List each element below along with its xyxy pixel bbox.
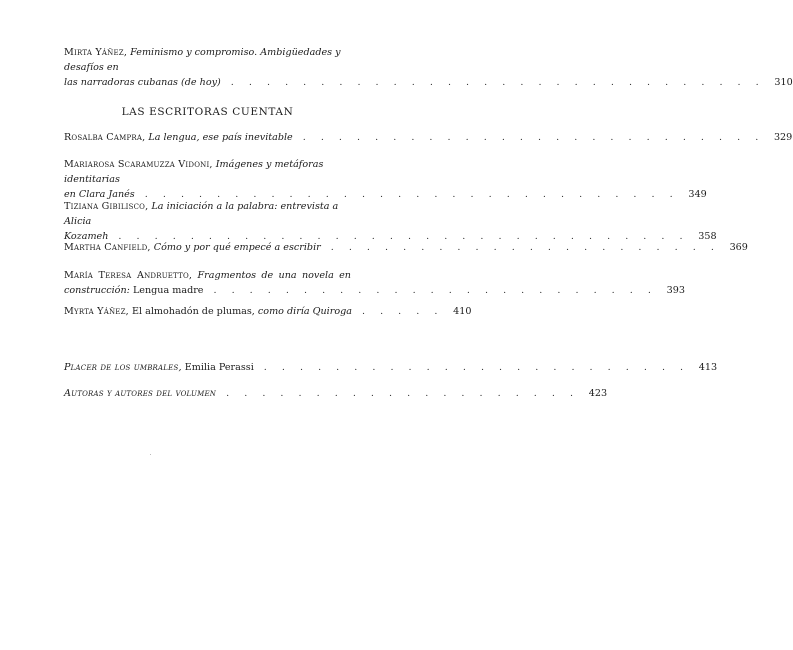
entry-author: Myrta Yáñez, (64, 306, 129, 317)
toc-entry-placer-de-los-umbrales (64, 360, 718, 375)
page-number: 410 (453, 306, 472, 317)
entry-title: Autoras y autores del volumen (64, 388, 217, 399)
entry-title: La iniciación a la palabra: entrevista a Alicia (64, 201, 339, 227)
entry-title-continued: las narradoras cubanas (de hoy) (64, 77, 221, 88)
dot-leader: . . . . . (361, 306, 444, 317)
entry-author: Martha Canfield, (64, 242, 151, 253)
dot-leader: . . . . . . . . . . . . . . . . . . . . . . . . . . . . . . (230, 77, 765, 88)
section-heading: LAS ESCRITORAS CUENTAN (121, 106, 294, 118)
page-number: 358 (698, 231, 717, 242)
entry-title-continued: Kozameh (64, 231, 109, 242)
dot-leader: . . . . . . . . . . . . . . . . . . . . . . . . . . (302, 132, 765, 143)
entry-author: Mariarosa Scaramuzza Vidoni, (64, 159, 213, 170)
entry-author: Rosalba Campra, (64, 132, 146, 143)
entry-title: La lengua, ese país inevitable (148, 132, 293, 143)
entry-title: Imágenes y metáforas identitarias (64, 159, 324, 185)
entry-title-plain: El almohadón de plumas, (131, 306, 255, 317)
entry-title: Placer de los umbrales, (64, 362, 182, 373)
entry-title-continued: construcción: (64, 285, 130, 296)
page-number: 310 (774, 77, 793, 88)
paper-speck (150, 454, 151, 455)
toc-entry-scaramuzza-vidoni (64, 157, 707, 202)
page-number: 329 (773, 132, 793, 143)
entry-title: Fragmentos de una novela en (197, 270, 351, 281)
dot-leader: . . . . . . . . . . . . . . . . . . . . . . . . . (213, 285, 657, 296)
toc-entry-yanez-feminismo (64, 45, 793, 90)
dot-leader: . . . . . . . . . . . . . . . . . . . . . . . . . . . . . . . . (118, 231, 689, 242)
entry-title: como diría Quiroga (257, 306, 352, 317)
toc-entry-canfield (64, 240, 748, 255)
toc-entry-andruetto (64, 268, 685, 298)
page-number: 349 (688, 189, 707, 200)
toc-entry-campra (64, 130, 793, 145)
entry-author: Emilia Perassi (184, 362, 254, 373)
dot-leader: . . . . . . . . . . . . . . . . . . . . (226, 388, 580, 399)
dot-leader: . . . . . . . . . . . . . . . . . . . . . . . . . . . . . . (144, 189, 679, 200)
entry-subtitle: Lengua madre (132, 285, 204, 296)
dot-leader: . . . . . . . . . . . . . . . . . . . . . . . . (263, 362, 690, 373)
page-number: 423 (588, 388, 608, 399)
entry-author: Tiziana Gibilisco, (64, 201, 149, 212)
dot-leader: . . . . . . . . . . . . . . . . . . . . . . (330, 242, 720, 253)
page-number: 393 (666, 285, 685, 296)
entry-author: Mirta Yáñez, (64, 47, 128, 58)
toc-entry-gibilisco (64, 199, 717, 244)
page-number: 369 (729, 242, 748, 253)
entry-author: María Teresa Andruetto, (64, 270, 193, 281)
entry-title: Cómo y por qué empecé a escribir (153, 242, 321, 253)
page-number: 413 (698, 362, 718, 373)
toc-entry-yanez-almohadon (64, 304, 472, 319)
entry-title: Feminismo y compromiso. Ambigüedades y desafíos en (64, 47, 341, 73)
entry-title-continued: en Clara Janés (64, 189, 135, 200)
toc-entry-autoras-y-autores (64, 386, 608, 401)
